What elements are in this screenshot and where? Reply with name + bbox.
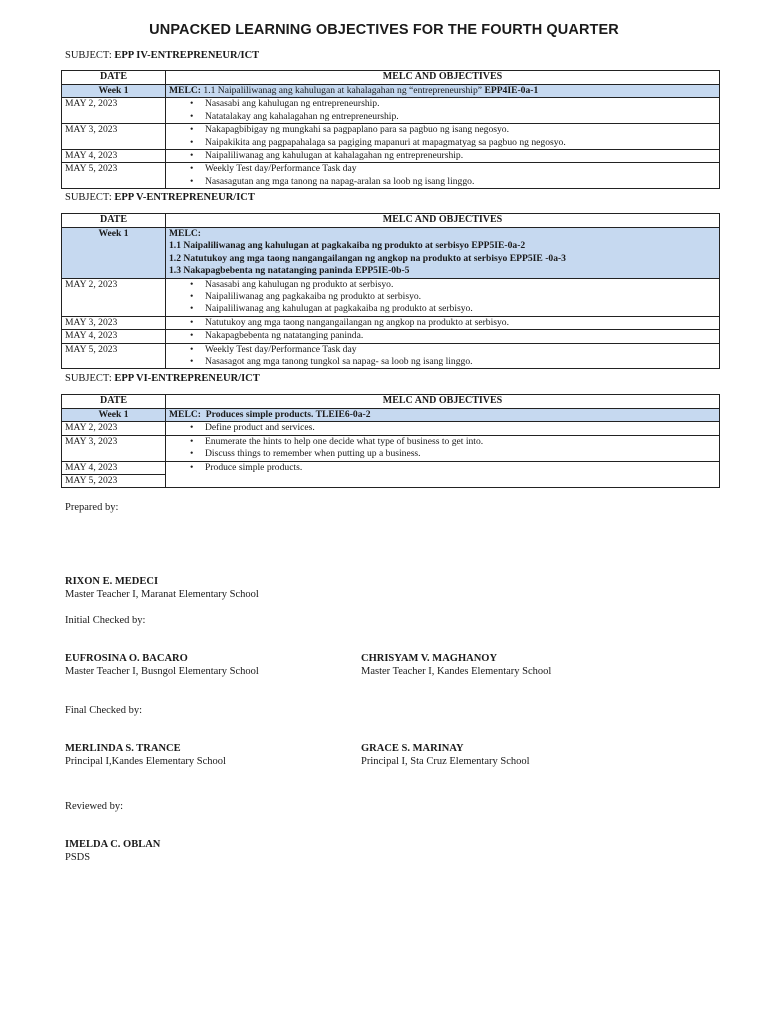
subject-name: EPP V-ENTREPRENEUR/ICT	[114, 192, 255, 203]
list-item: • Naipaliliwanag ang kahulugan at pagkakaiba ng produkto at serbisyo.	[205, 303, 716, 315]
list-item: • Naipakikita ang pagpapahalaga sa pagiging mapanuri at mapagmatyag sa pagbuo ng negosyo.	[205, 137, 716, 149]
date-cell: MAY 5, 2023	[62, 343, 166, 369]
signatory-name: MERLINDA S. TRANCE	[65, 743, 181, 754]
melc-header: MELC AND OBJECTIVES	[166, 395, 720, 409]
table-row	[62, 435, 720, 461]
prepared-by-label: Prepared by:	[65, 502, 119, 513]
objectives-cell	[166, 98, 720, 124]
melc-code: EPP4IE-0a-1	[484, 85, 539, 96]
subject-label: SUBJECT:	[65, 373, 112, 384]
date-cell: MAY 5, 2023	[62, 475, 166, 488]
melc-line: 1.3 Nakapagbebenta ng natatanging paninda EPP5IE-0b-5	[169, 265, 410, 277]
signatory-role: Master Teacher I, Busngol Elementary School	[65, 666, 259, 677]
date-cell: MAY 5, 2023	[62, 163, 166, 189]
objectives-table-epp4	[61, 70, 720, 189]
melc-text: 1.1 Naipaliliwanag ang kahulugan at kahalagahan ng “entrepreneurship”	[203, 85, 483, 96]
objectives-cell	[166, 163, 720, 189]
table-row	[62, 422, 720, 435]
week-cell: Week 1	[62, 409, 166, 422]
melc-header: MELC AND OBJECTIVES	[166, 214, 720, 228]
signatory-name: IMELDA C. OBLAN	[65, 839, 161, 850]
objectives-cell	[166, 330, 720, 343]
melc-cell	[166, 228, 720, 279]
list-item: • Naipaliliwanag ang kahulugan at kahalagahan ng entrepreneurship.	[205, 150, 716, 162]
objectives-cell	[166, 278, 720, 316]
melc-prefix: MELC:	[169, 228, 201, 239]
signatory-name: RIXON E. MEDECI	[65, 576, 159, 587]
table-row	[62, 150, 720, 163]
table-row	[62, 316, 720, 329]
list-item: • Discuss things to remember when putting up a business.	[205, 448, 716, 460]
list-item: • Nasasagot ang mga tanong tungkol sa napag- sa loob ng isang linggo.	[205, 356, 716, 368]
week-row	[62, 85, 720, 98]
date-cell: MAY 4, 2023	[62, 461, 166, 474]
melc-cell: MELC: Produces simple products. TLEIE6-0a-2	[166, 409, 720, 422]
list-item: • Weekly Test day/Performance Task day	[205, 344, 716, 356]
signatory-role: PSDS	[65, 852, 91, 863]
objectives-cell	[166, 461, 720, 488]
date-header: DATE	[62, 71, 166, 85]
subject-line-epp6	[65, 373, 260, 385]
week-cell: Week 1	[62, 85, 166, 98]
final-checked-label: Final Checked by:	[65, 705, 142, 716]
date-cell: MAY 2, 2023	[62, 98, 166, 124]
signatory-role: Principal I,Kandes Elementary School	[65, 756, 226, 767]
date-cell: MAY 4, 2023	[62, 150, 166, 163]
signatory-role: Principal I, Sta Cruz Elementary School	[361, 756, 530, 767]
reviewed-by-label: Reviewed by:	[65, 801, 124, 812]
objectives-table-epp6	[61, 394, 720, 488]
table-row	[62, 278, 720, 316]
melc-cell	[166, 85, 720, 98]
melc-prefix: MELC:	[169, 85, 201, 96]
subject-name: EPP IV-ENTREPRENEUR/ICT	[114, 50, 260, 61]
objectives-cell	[166, 316, 720, 329]
list-item: • Nakapagbibigay ng mungkahi sa pagpaplano para sa pagbuo ng isang negosyo.	[205, 124, 716, 136]
date-cell: MAY 3, 2023	[62, 124, 166, 150]
list-item: • Produce simple products.	[205, 462, 716, 474]
subject-name: EPP VI-ENTREPRENEUR/ICT	[114, 373, 260, 384]
list-item: • Define product and services.	[205, 422, 716, 434]
table-row	[62, 461, 720, 474]
objectives-cell	[166, 124, 720, 150]
date-header: DATE	[62, 395, 166, 409]
table-row	[62, 98, 720, 124]
list-item: • Nasasabi ang kahulugan ng entrepreneurship.	[205, 98, 716, 110]
table-row	[62, 343, 720, 369]
objectives-table-epp5	[61, 213, 720, 369]
list-item: • Nasasagutan ang mga tanong na napag-aralan sa loob ng isang linggo.	[205, 176, 716, 188]
week-row	[62, 409, 720, 422]
subject-line-epp4	[65, 50, 259, 62]
signatory-name: EUFROSINA O. BACARO	[65, 653, 188, 664]
date-cell: MAY 4, 2023	[62, 330, 166, 343]
date-cell: MAY 2, 2023	[62, 422, 166, 435]
week-cell: Week 1	[62, 228, 166, 279]
subject-line-epp5	[65, 192, 255, 204]
initial-checked-label: Initial Checked by:	[65, 615, 146, 626]
subject-label: SUBJECT:	[65, 192, 112, 203]
week-row	[62, 228, 720, 279]
signatory-role: Master Teacher I, Maranat Elementary School	[65, 589, 259, 600]
list-item: • Nakapagbebenta ng natatanging paninda.	[205, 330, 716, 342]
date-cell: MAY 2, 2023	[62, 278, 166, 316]
list-item: • Naipaliliwanag ang pagkakaiba ng produkto at serbisyo.	[205, 291, 716, 303]
list-item: • Weekly Test day/Performance Task day	[205, 163, 716, 175]
list-item: • Nasasabi ang kahulugan ng produkto at serbisyo.	[205, 279, 716, 291]
list-item: • Natatalakay ang kahalagahan ng entrepreneurship.	[205, 111, 716, 123]
objectives-cell	[166, 343, 720, 369]
melc-header: MELC AND OBJECTIVES	[166, 71, 720, 85]
date-cell: MAY 3, 2023	[62, 435, 166, 461]
objectives-cell	[166, 435, 720, 461]
date-header: DATE	[62, 214, 166, 228]
objectives-cell	[166, 422, 720, 435]
signatory-name: GRACE S. MARINAY	[361, 743, 464, 754]
list-item: • Enumerate the hints to help one decide what type of business to get into.	[205, 436, 716, 448]
melc-line: 1.2 Natutukoy ang mga taong nangangailangan ng angkop na produkto at serbisyo EPP5IE -0a-3	[169, 252, 566, 264]
date-cell: MAY 3, 2023	[62, 316, 166, 329]
table-row	[62, 330, 720, 343]
signatory-name: CHRISYAM V. MAGHANOY	[361, 653, 498, 664]
signatory-role: Master Teacher I, Kandes Elementary School	[361, 666, 552, 677]
table-row	[62, 163, 720, 189]
melc-line: 1.1 Naipaliliwanag ang kahulugan at pagkakaiba ng produkto at serbisyo EPP5IE-0a-2	[169, 240, 526, 252]
document-title: UNPACKED LEARNING OBJECTIVES FOR THE FOURTH QUARTER	[149, 22, 619, 38]
list-item: • Natutukoy ang mga taong nangangailangan ng angkop na produkto at serbisyo.	[205, 317, 716, 329]
subject-label: SUBJECT:	[65, 50, 112, 61]
table-row	[62, 124, 720, 150]
objectives-cell	[166, 150, 720, 163]
